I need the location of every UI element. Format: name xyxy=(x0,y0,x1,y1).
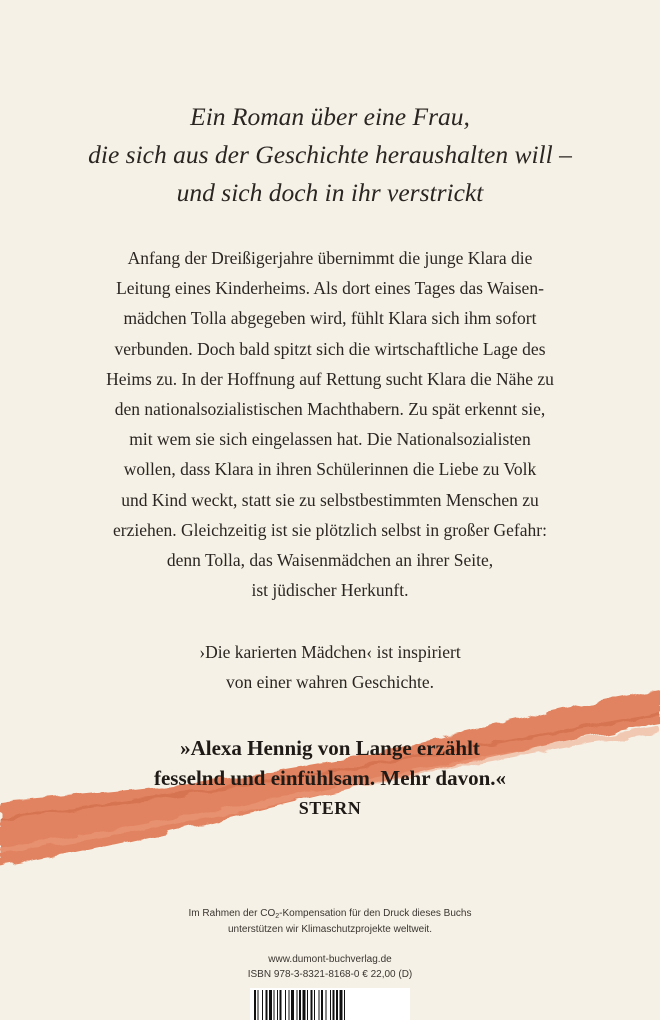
blurb xyxy=(60,243,600,605)
barcode-bar xyxy=(299,990,301,1020)
website: www.dumont-buchverlag.de xyxy=(268,954,392,965)
blurb-line: verbunden. Doch bald spitzt sich die wirtschaftliche Lage des xyxy=(114,338,546,359)
barcode-bar xyxy=(336,990,338,1020)
publisher-info xyxy=(0,952,660,982)
barcode-bar xyxy=(254,990,256,1020)
barcode-bar xyxy=(289,990,290,1020)
barcode-bar xyxy=(274,990,275,1020)
barcode-bar xyxy=(280,990,282,1020)
tagline xyxy=(0,98,660,212)
barcode-bar xyxy=(321,990,323,1020)
press-quote xyxy=(0,733,660,823)
barcode-bar xyxy=(330,990,331,1020)
barcode-bar xyxy=(314,990,315,1020)
barcode-bar xyxy=(340,990,343,1020)
note-line-2: von einer wahren Geschichte. xyxy=(226,672,434,692)
barcode-bar xyxy=(307,990,308,1020)
barcode-bar xyxy=(344,990,345,1020)
climate-line-1: Im Rahmen der $CO_2$-Kompensation für den Druck dieses Buchs xyxy=(188,908,472,920)
barcode-bar xyxy=(319,990,320,1020)
isbn-price: ISBN 978-3-8321-8168-0 € 22,00 (D) xyxy=(247,969,413,980)
climate-line-2: unterstützen wir Klimaschutzprojekte weltweit. xyxy=(228,924,432,935)
barcode-bar xyxy=(291,990,294,1020)
quote-line-2: fesselnd und einfühlsam. Mehr davon.« xyxy=(153,766,507,790)
blurb-line: mit wem sie sich eingelassen hat. Die Nationalsozialisten xyxy=(129,429,531,450)
barcode-bar xyxy=(303,990,306,1020)
inspiration-note xyxy=(0,637,660,697)
blurb-line: mädchen Tolla abgegeben wird, fühlt Klara sich ihm sofort xyxy=(123,308,537,329)
barcode-bar xyxy=(269,990,272,1020)
climate-note xyxy=(0,907,660,936)
blurb-line: Leitung eines Kinderheims. Als dort eines Tages das Waisen- xyxy=(116,278,544,299)
note-line-1: ›Die karierten Mädchen‹ ist inspiriert xyxy=(199,642,461,662)
blurb-line: erziehen. Gleichzeitig ist sie plötzlich selbst in großer Gefahr: xyxy=(113,519,547,540)
barcode-bar xyxy=(266,990,268,1020)
barcode-bar xyxy=(258,990,259,1020)
barcode-bar xyxy=(277,990,278,1020)
blurb-line: Heims zu. In der Hoffnung auf Rettung sucht Klara die Nähe zu xyxy=(106,368,554,389)
tagline-line-1: Ein Roman über eine Frau, xyxy=(190,102,470,131)
barcode-bar xyxy=(285,990,286,1020)
quote-line-1: »Alexa Hennig von Lange erzählt xyxy=(180,736,480,760)
barcode-bar xyxy=(326,990,327,1020)
barcode-bar xyxy=(333,990,335,1020)
barcode-bar xyxy=(262,990,263,1020)
barcode xyxy=(250,988,410,1020)
blurb-line: Anfang der Dreißigerjahre übernimmt die junge Klara die xyxy=(127,248,533,268)
quote-source: STERN xyxy=(298,798,362,818)
blurb-line: ist jüdischer Herkunft. xyxy=(251,580,409,601)
tagline-line-2: die sich aus der Geschichte heraushalten will – xyxy=(88,140,572,169)
tagline-line-3: und sich doch in ihr verstrickt xyxy=(176,178,484,207)
blurb-line: und Kind weckt, statt sie zu selbstbestimmten Menschen zu xyxy=(121,489,539,510)
blurb-line: denn Tolla, das Waisenmädchen an ihrer Seite, xyxy=(166,550,494,571)
blurb-line: den nationalsozialistischen Machthabern. Zu spät erkennt sie, xyxy=(114,399,546,420)
barcode-bar xyxy=(311,990,313,1020)
barcode-bar xyxy=(297,990,298,1020)
blurb-line: wollen, dass Klara in ihren Schülerinnen die Liebe zu Volk xyxy=(123,459,537,480)
